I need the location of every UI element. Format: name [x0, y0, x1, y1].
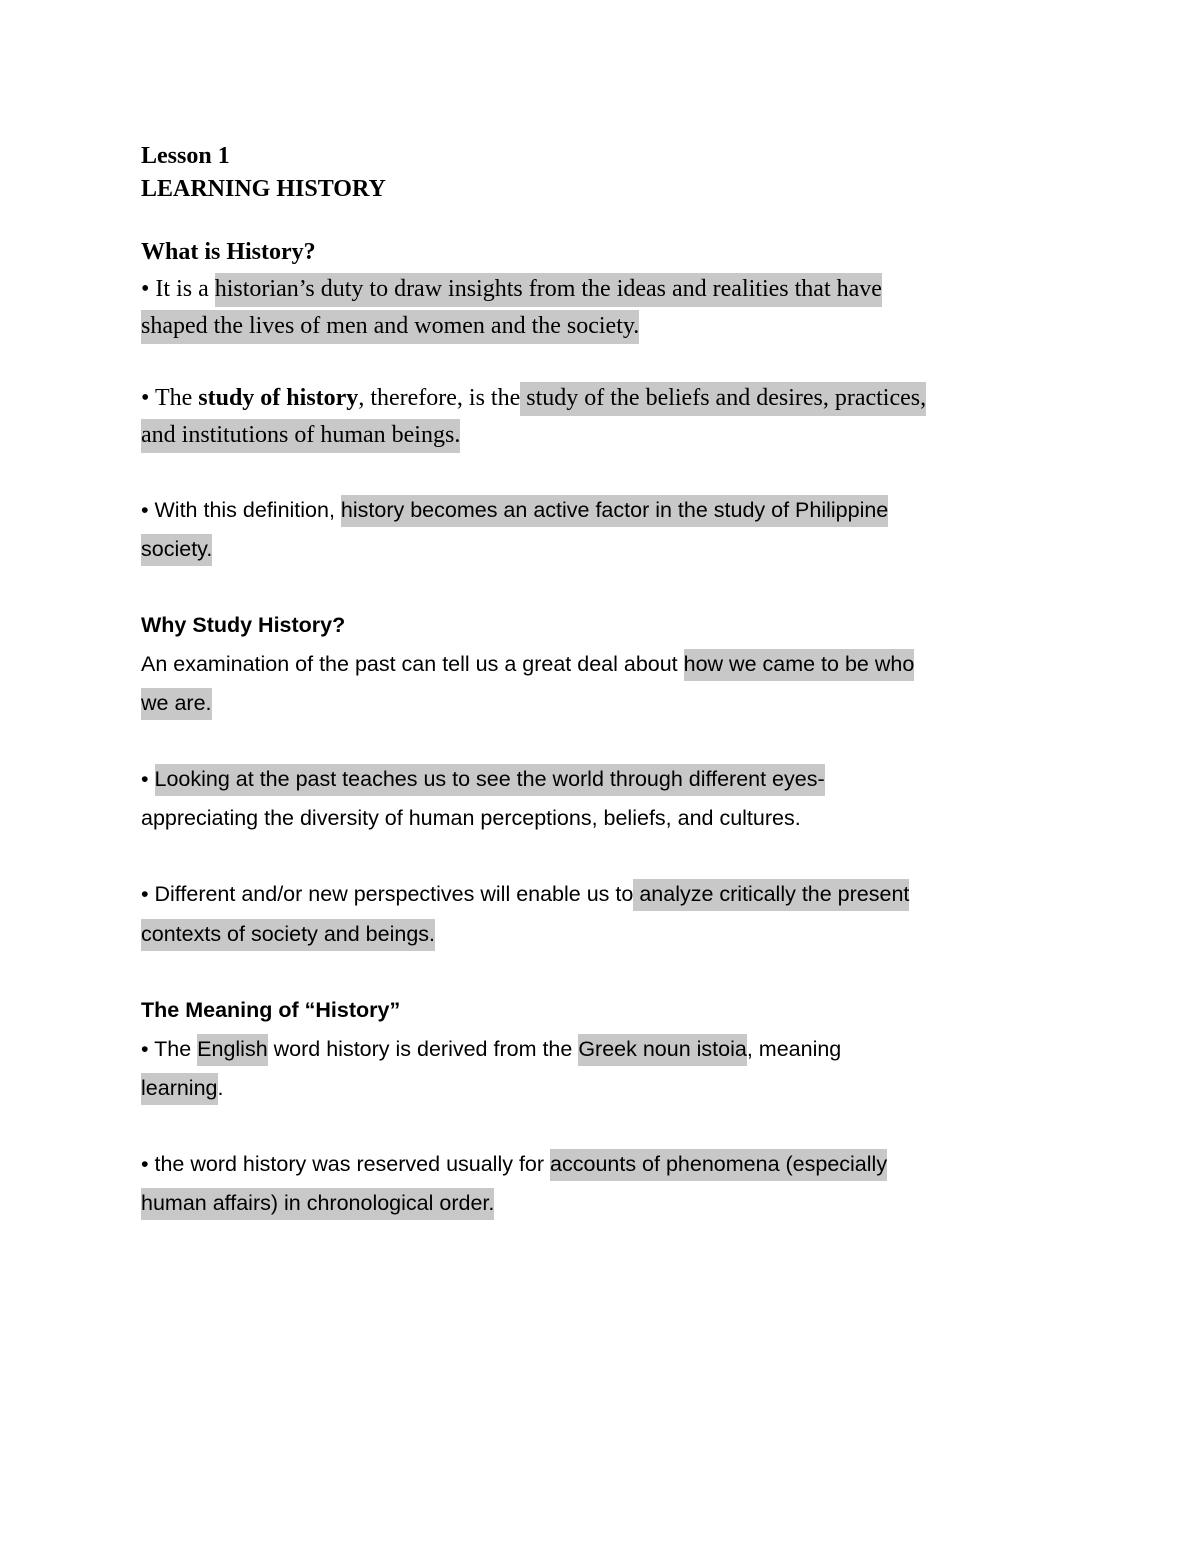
plain-text: word history is derived from the [267, 1037, 579, 1061]
lesson-title: LEARNING HISTORY [141, 176, 386, 202]
highlighted-text: accounts of phenomena (especially [550, 1149, 887, 1181]
paragraph-line [141, 652, 914, 677]
plain-text: , meaning [746, 1037, 842, 1061]
bullet-text: • The [141, 385, 199, 411]
highlighted-text: historian’s duty to draw insights from the ideas and realities that have [215, 273, 882, 307]
bullet-text: • Different and/or new perspectives will enable us to [141, 882, 634, 906]
paragraph-line [141, 385, 926, 412]
paragraph-line [141, 537, 212, 562]
paragraph-line [141, 422, 460, 449]
paragraph-line [141, 313, 639, 340]
highlighted-text: analyze critically the present [633, 879, 909, 911]
bullet-text: • [141, 767, 155, 791]
bullet-text: • the word history was reserved usually for [141, 1152, 551, 1176]
paragraph-line [141, 922, 435, 947]
paragraph-line [141, 806, 801, 831]
bullet-text: • With this definition, [141, 498, 341, 522]
paragraph-line [141, 882, 909, 907]
plain-text: appreciating the diversity of human perceptions, beliefs, and cultures. [141, 806, 801, 830]
plain-text: . [217, 1076, 224, 1100]
highlighted-text: Looking at the past teaches us to see the world through different eyes- [155, 764, 825, 796]
section-heading-meaning-of-history: The Meaning of “History” [141, 998, 401, 1022]
highlighted-text: learning [141, 1073, 218, 1105]
highlighted-text: contexts of society and beings. [141, 919, 435, 951]
highlighted-text: English [197, 1034, 268, 1066]
paragraph-line [141, 691, 212, 716]
paragraph-line [141, 498, 888, 523]
paragraph-line [141, 1037, 841, 1062]
bold-term: study of history [198, 385, 359, 411]
highlighted-text: human affairs) in chronological order. [141, 1188, 494, 1220]
paragraph-line [141, 276, 882, 303]
lesson-number: Lesson 1 [141, 143, 230, 169]
plain-text: An examination of the past can tell us a great deal about [141, 652, 684, 676]
highlighted-text: study of the beliefs and desires, practices, [520, 382, 926, 416]
paragraph-line [141, 1076, 223, 1101]
highlighted-text: we are. [141, 688, 212, 720]
paragraph-line [141, 1191, 494, 1216]
highlighted-text: history becomes an active factor in the study of Philippine [341, 495, 888, 527]
plain-text: , therefore, is the [358, 385, 521, 411]
section-heading-what-is-history: What is History? [141, 239, 316, 265]
highlighted-text: society. [141, 534, 212, 566]
paragraph-line [141, 1152, 887, 1177]
bullet-text: • The [141, 1037, 198, 1061]
paragraph-line [141, 767, 825, 792]
highlighted-text: how we came to be who [684, 649, 915, 681]
highlighted-text: and institutions of human beings. [141, 419, 460, 453]
section-heading-why-study-history: Why Study History? [141, 613, 346, 637]
bullet-text: • It is a [141, 276, 215, 302]
highlighted-text: shaped the lives of men and women and the society. [141, 310, 639, 344]
highlighted-text: Greek noun istoia [578, 1034, 747, 1066]
